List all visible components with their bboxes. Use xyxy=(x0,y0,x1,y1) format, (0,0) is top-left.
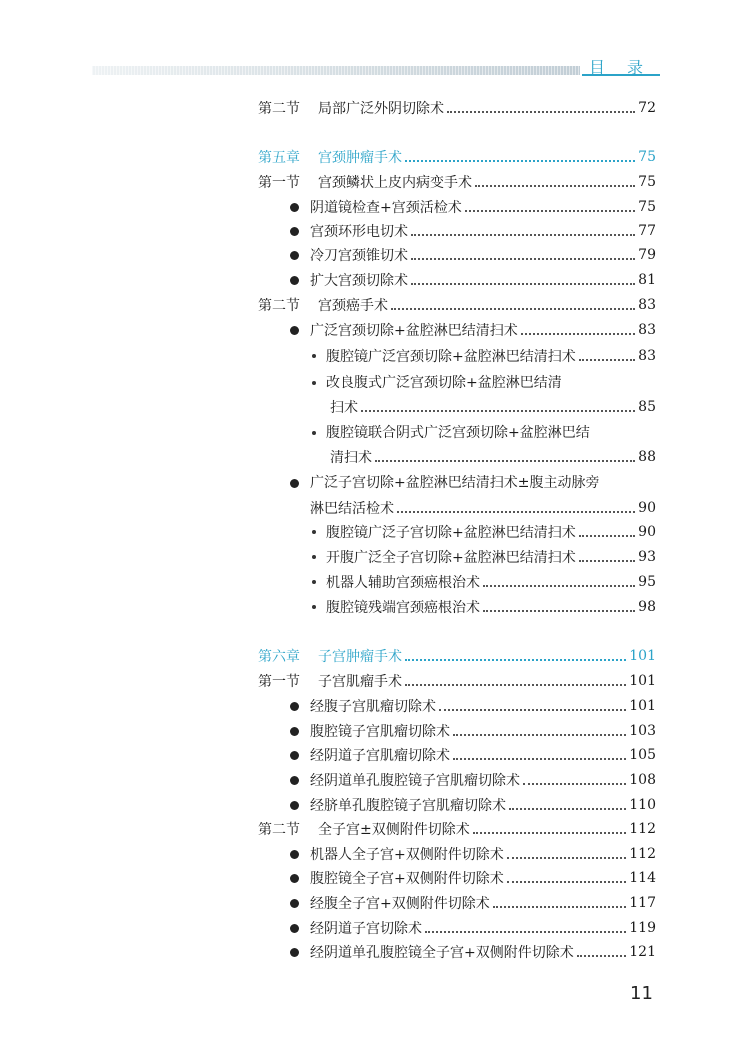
page-ref: 101 xyxy=(629,698,656,714)
dot-leader xyxy=(411,283,635,285)
dot-leader xyxy=(453,758,626,760)
dot-leader xyxy=(473,832,627,834)
entry-title: 机器人辅助宫颈癌根治术 xyxy=(326,575,480,591)
dot-leader xyxy=(579,359,635,361)
section-number: 第二节 xyxy=(258,101,300,117)
entry-title: 经腹子宫肌瘤切除术 xyxy=(310,699,436,715)
header-decor-bar xyxy=(92,66,580,75)
dot-leader xyxy=(579,535,635,537)
page-ref: 105 xyxy=(629,747,656,763)
entry-title: 经腹全子宫+双侧附件切除术 xyxy=(310,896,490,912)
page-ref: 110 xyxy=(629,797,656,813)
small-bullet-icon xyxy=(312,555,316,559)
dot-leader xyxy=(425,931,626,933)
entry-title: 腹腔镜全子宫+双侧附件切除术 xyxy=(310,871,504,887)
dot-leader xyxy=(391,308,635,310)
entry-title-cont: 扫术 xyxy=(330,400,358,416)
toc-section-entry[interactable] xyxy=(258,818,656,840)
page-ref: 101 xyxy=(629,648,656,664)
dot-leader xyxy=(507,857,627,859)
entry-title: 子宫肿瘤手术 xyxy=(318,649,402,665)
page-ref: 101 xyxy=(629,673,656,689)
page-ref: 90 xyxy=(638,500,656,516)
entry-title: 广泛宫颈切除+盆腔淋巴结清扫术 xyxy=(310,323,518,339)
toc-subtopic-entry-line1[interactable] xyxy=(312,422,590,442)
bullet-icon xyxy=(290,899,299,908)
entry-title: 机器人全子宫+双侧附件切除术 xyxy=(310,847,504,863)
toc-subtopic-entry[interactable] xyxy=(312,571,656,593)
dot-leader xyxy=(521,333,635,335)
toc-topic-entry[interactable] xyxy=(290,769,656,791)
bullet-icon xyxy=(290,924,299,933)
page-ref: 72 xyxy=(638,100,656,116)
entry-title: 经脐单孔腹腔镜子宫肌瘤切除术 xyxy=(310,798,506,814)
dot-leader xyxy=(439,709,626,711)
toc-topic-entry[interactable] xyxy=(290,269,656,291)
toc-topic-entry[interactable] xyxy=(290,196,656,218)
toc-section-entry[interactable] xyxy=(258,670,656,692)
bullet-icon xyxy=(290,326,299,335)
toc-topic-entry-line2[interactable] xyxy=(310,497,656,519)
bullet-icon xyxy=(290,801,299,810)
toc-topic-entry[interactable] xyxy=(290,892,656,914)
toc-subtopic-entry[interactable] xyxy=(312,345,656,367)
dot-leader xyxy=(375,460,635,462)
toc-topic-entry[interactable] xyxy=(290,220,656,242)
entry-title: 扩大宫颈切除术 xyxy=(310,273,408,289)
page-ref: 93 xyxy=(638,549,656,565)
toc-chapter-entry[interactable] xyxy=(258,146,656,168)
page-ref: 108 xyxy=(629,772,656,788)
small-bullet-icon xyxy=(312,431,316,435)
dot-leader xyxy=(405,684,626,686)
bullet-icon xyxy=(290,727,299,736)
entry-title: 宫颈环形电切术 xyxy=(310,224,408,240)
page-ref: 117 xyxy=(629,895,656,911)
page-ref: 83 xyxy=(638,297,656,313)
section-number: 第一节 xyxy=(258,175,300,191)
page-ref: 79 xyxy=(638,247,656,263)
page-ref: 121 xyxy=(629,944,656,960)
page-ref: 119 xyxy=(629,920,656,936)
page-ref: 77 xyxy=(638,223,656,239)
entry-title: 宫颈鳞状上皮内病变手术 xyxy=(318,175,472,191)
dot-leader xyxy=(453,734,626,736)
dot-leader xyxy=(577,955,627,957)
toc-topic-entry[interactable] xyxy=(290,720,656,742)
toc-section-entry[interactable] xyxy=(258,97,656,119)
entry-title: 阴道镜检查+宫颈活检术 xyxy=(310,200,462,216)
toc-topic-entry[interactable] xyxy=(290,843,656,865)
section-number: 第二节 xyxy=(258,298,300,314)
page-number: 11 xyxy=(630,983,653,1004)
page-ref: 75 xyxy=(638,174,656,190)
entry-title: 经阴道单孔腹腔镜子宫肌瘤切除术 xyxy=(310,773,520,789)
dot-leader xyxy=(405,659,626,661)
bullet-icon xyxy=(290,479,299,488)
toc-topic-entry[interactable] xyxy=(290,244,656,266)
dot-leader xyxy=(447,111,635,113)
page-ref: 95 xyxy=(638,574,656,590)
entry-title: 局部广泛外阴切除术 xyxy=(318,101,444,117)
dot-leader xyxy=(507,881,627,883)
entry-title: 腹腔镜广泛宫颈切除+盆腔淋巴结清扫术 xyxy=(326,349,576,365)
small-bullet-icon xyxy=(312,381,316,385)
entry-title: 腹腔镜广泛子宫切除+盆腔淋巴结清扫术 xyxy=(326,525,576,541)
dot-leader xyxy=(411,258,635,260)
page-ref: 103 xyxy=(629,723,656,739)
bullet-icon xyxy=(290,276,299,285)
toc-topic-entry[interactable] xyxy=(290,917,656,939)
page-ref: 75 xyxy=(638,199,656,215)
toc-topic-entry[interactable] xyxy=(290,695,656,717)
page-ref: 98 xyxy=(638,599,656,615)
toc-topic-entry[interactable] xyxy=(290,867,656,889)
bullet-icon xyxy=(290,203,299,212)
entry-title: 开腹广泛全子宫切除+盆腔淋巴结清扫术 xyxy=(326,550,576,566)
entry-title: 经阴道子宫肌瘤切除术 xyxy=(310,748,450,764)
toc-topic-entry[interactable] xyxy=(290,941,656,963)
page-ref: 114 xyxy=(629,870,656,886)
bullet-icon xyxy=(290,251,299,260)
bullet-icon xyxy=(290,948,299,957)
entry-title: 广泛子宫切除+盆腔淋巴结清扫术±腹主动脉旁 xyxy=(310,475,600,491)
toc-section-entry[interactable] xyxy=(258,171,656,193)
header-title: 目录 xyxy=(589,58,666,77)
page-ref: 90 xyxy=(638,524,656,540)
bullet-icon xyxy=(290,702,299,711)
bullet-icon xyxy=(290,776,299,785)
entry-title: 腹腔镜子宫肌瘤切除术 xyxy=(310,724,450,740)
dot-leader xyxy=(483,610,635,612)
dot-leader xyxy=(493,906,627,908)
dot-leader xyxy=(405,160,635,162)
entry-title-cont: 清扫术 xyxy=(330,450,372,466)
entry-title: 腹腔镜残端宫颈癌根治术 xyxy=(326,600,480,616)
dot-leader xyxy=(411,234,635,236)
small-bullet-icon xyxy=(312,580,316,584)
dot-leader xyxy=(397,511,635,513)
chapter-number: 第五章 xyxy=(258,150,300,166)
entry-title: 改良腹式广泛宫颈切除+盆腔淋巴结清 xyxy=(326,375,562,391)
section-number: 第一节 xyxy=(258,674,300,690)
toc-topic-entry[interactable] xyxy=(290,794,656,816)
bullet-icon xyxy=(290,751,299,760)
toc-subtopic-entry-line1[interactable] xyxy=(312,372,562,392)
chapter-number: 第六章 xyxy=(258,649,300,665)
dot-leader xyxy=(475,185,635,187)
bullet-icon xyxy=(290,227,299,236)
dot-leader xyxy=(509,808,626,810)
page-ref: 83 xyxy=(638,322,656,338)
page-ref: 83 xyxy=(638,348,656,364)
small-bullet-icon xyxy=(312,530,316,534)
toc-subtopic-entry[interactable] xyxy=(312,596,656,618)
entry-title: 宫颈癌手术 xyxy=(318,298,388,314)
page-ref: 112 xyxy=(629,846,656,862)
dot-leader xyxy=(483,585,635,587)
dot-leader xyxy=(579,560,635,562)
toc-subtopic-entry[interactable] xyxy=(312,521,656,543)
toc-chapter-entry[interactable] xyxy=(258,645,656,667)
toc-subtopic-entry-line2[interactable] xyxy=(330,446,656,468)
entry-title: 经阴道单孔腹腔镜全子宫+双侧附件切除术 xyxy=(310,945,574,961)
bullet-icon xyxy=(290,850,299,859)
toc-subtopic-entry[interactable] xyxy=(312,546,656,568)
toc-topic-entry-line1[interactable] xyxy=(290,472,599,492)
entry-title: 全子宫±双侧附件切除术 xyxy=(318,822,470,838)
toc-topic-entry[interactable] xyxy=(290,319,656,341)
dot-leader xyxy=(465,210,635,212)
toc-subtopic-entry-line2[interactable] xyxy=(330,396,656,418)
dot-leader xyxy=(523,783,626,785)
small-bullet-icon xyxy=(312,354,316,358)
entry-title: 冷刀宫颈锥切术 xyxy=(310,248,408,264)
section-number: 第二节 xyxy=(258,822,300,838)
toc-topic-entry[interactable] xyxy=(290,744,656,766)
entry-title: 宫颈肿瘤手术 xyxy=(318,150,402,166)
entry-title: 子宫肌瘤手术 xyxy=(318,674,402,690)
page-ref: 112 xyxy=(629,821,656,837)
page-ref: 75 xyxy=(638,149,656,165)
dot-leader xyxy=(361,410,635,412)
toc-section-entry[interactable] xyxy=(258,294,656,316)
bullet-icon xyxy=(290,874,299,883)
page-ref: 85 xyxy=(638,399,656,415)
entry-title-cont: 淋巴结活检术 xyxy=(310,501,394,517)
small-bullet-icon xyxy=(312,605,316,609)
entry-title: 腹腔镜联合阴式广泛宫颈切除+盆腔淋巴结 xyxy=(326,425,590,441)
page-ref: 81 xyxy=(638,272,656,288)
page-ref: 88 xyxy=(638,449,656,465)
entry-title: 经阴道子宫切除术 xyxy=(310,921,422,937)
